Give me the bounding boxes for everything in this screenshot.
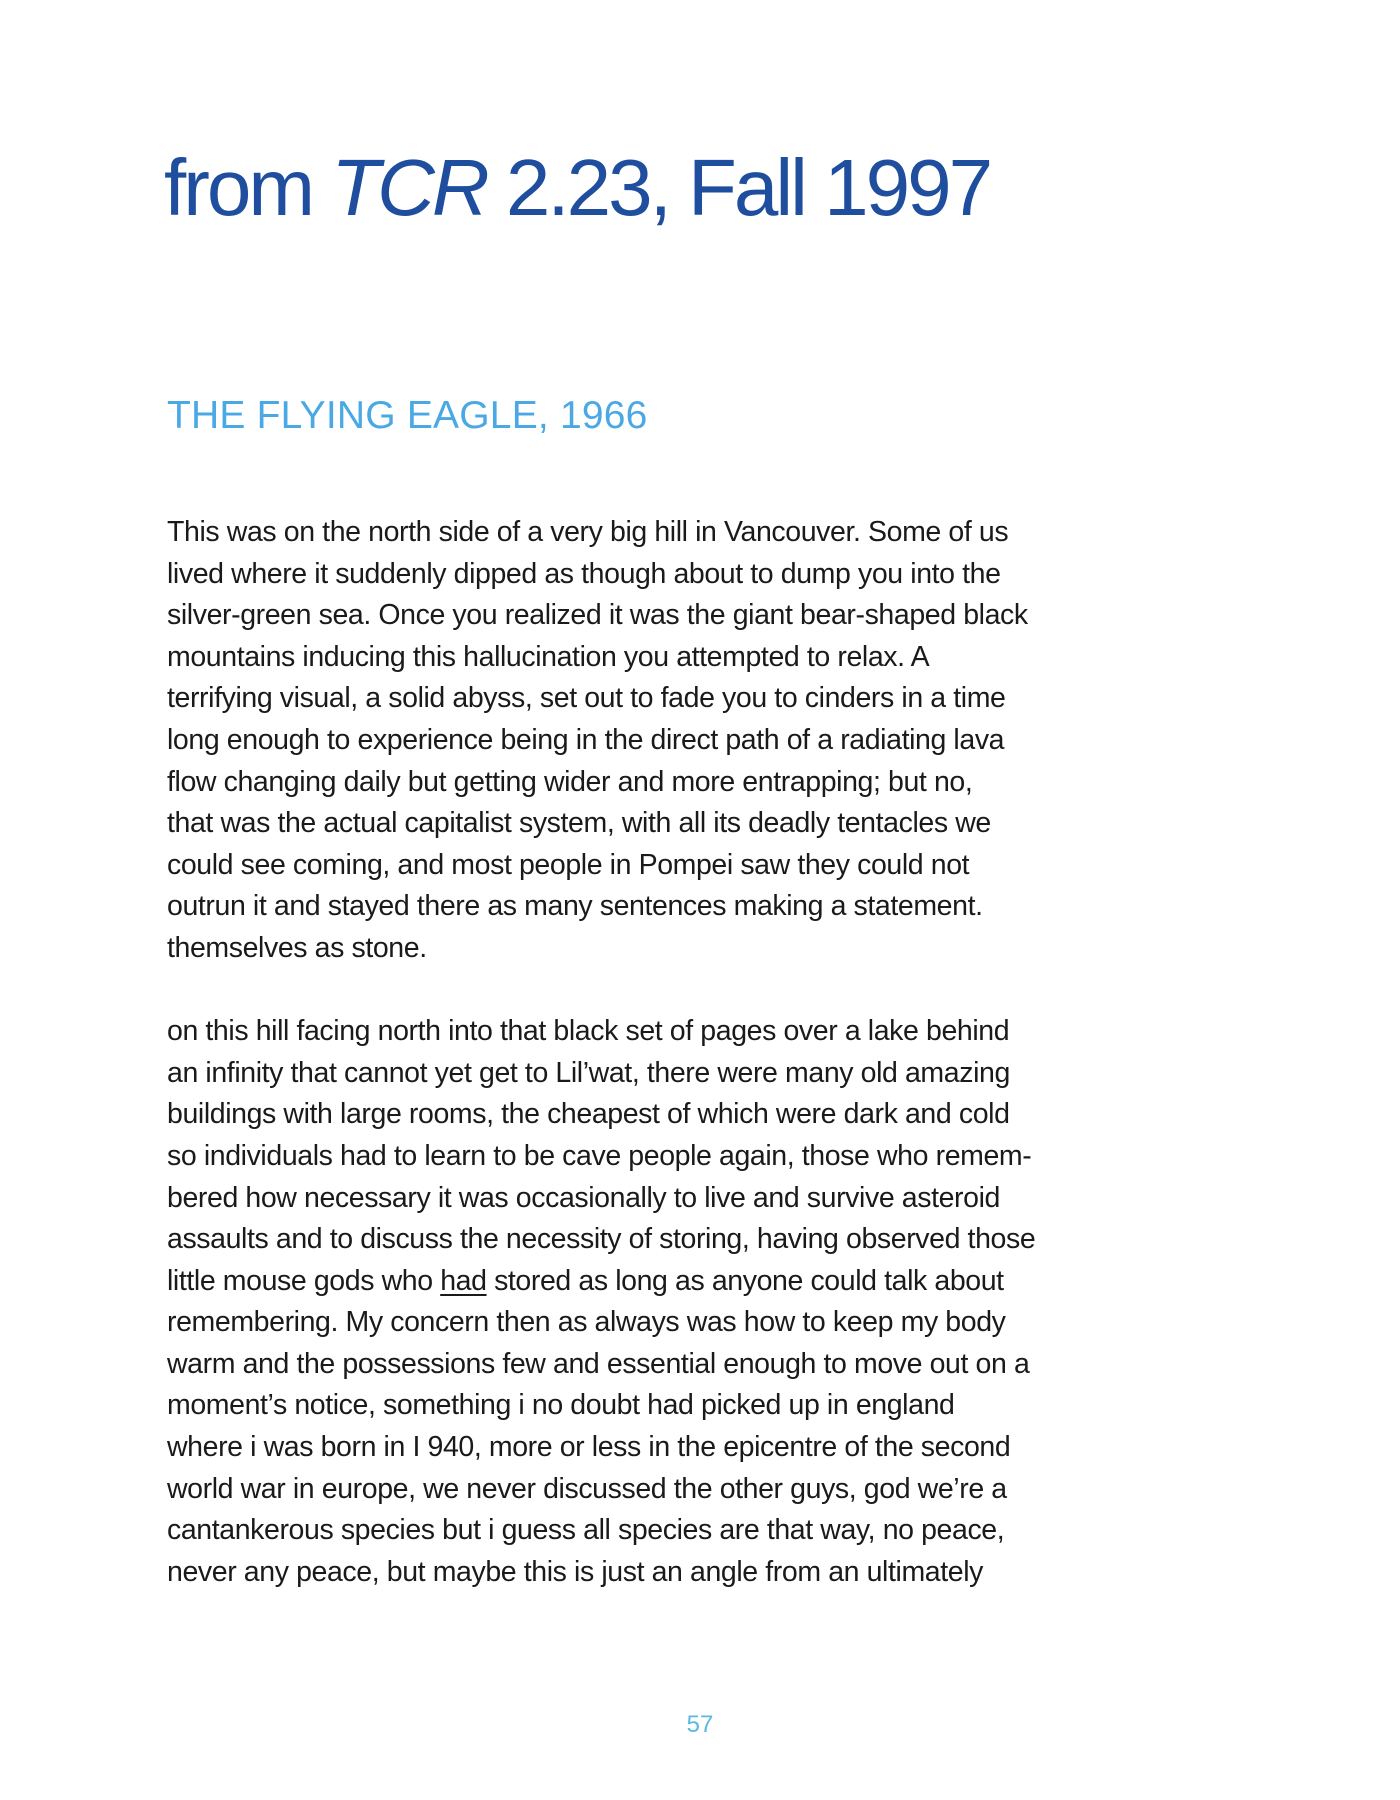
body-text xyxy=(167,512,1127,1593)
text-line-with-underline xyxy=(167,1261,1127,1303)
page-number: 57 xyxy=(686,1711,714,1738)
text-line: lived where it suddenly dipped as though about to dump you into the xyxy=(167,557,1001,590)
text-line: moment’s notice, something i no doubt had picked up in england xyxy=(167,1389,955,1422)
text-line: themselves as stone. xyxy=(167,931,427,964)
text-line: silver-green sea. Once you realized it was the giant bear-shaped black xyxy=(167,599,1028,632)
text-line: buildings with large rooms, the cheapest of which were dark and cold xyxy=(167,1098,1010,1131)
page-title-journal: TCR xyxy=(331,143,487,232)
text-fragment: little mouse gods who xyxy=(167,1264,441,1297)
page-title-prefix: from xyxy=(164,143,332,232)
text-line: cantankerous species but i guess all species are that way, no peace, xyxy=(167,1514,1005,1547)
text-line: mountains inducing this hallucination you attempted to relax. A xyxy=(167,640,930,673)
text-line: outrun it and stayed there as many sentences making a statement. xyxy=(167,890,983,923)
text-line: warm and the possessions few and essential enough to move out on a xyxy=(167,1347,1030,1380)
page-title xyxy=(164,143,991,232)
underlined-word: had xyxy=(440,1264,487,1297)
section-heading: THE FLYING EAGLE, 1966 xyxy=(167,394,648,437)
text-line: remembering. My concern then as always was how to keep my body xyxy=(167,1306,1006,1339)
page-title-issue: 2.23, Fall 1997 xyxy=(486,143,991,232)
text-line: on this hill facing north into that black set of pages over a lake behind xyxy=(167,1015,1010,1048)
text-line: This was on the north side of a very big hill in Vancouver. Some of us xyxy=(167,516,1009,548)
paragraph-2 xyxy=(167,1011,1127,1593)
text-line: flow changing daily but getting wider and more entrapping; but no, xyxy=(167,765,973,798)
text-line: long enough to experience being in the direct path of a radiating lava xyxy=(167,723,1005,756)
text-line: assaults and to discuss the necessity of storing, having observed those xyxy=(167,1223,1036,1256)
text-line: never any peace, but maybe this is just an angle from an ultimately xyxy=(167,1555,983,1588)
text-line: bered how necessary it was occasionally to live and survive asteroid xyxy=(167,1181,1000,1214)
paragraph-1 xyxy=(167,512,1127,970)
text-line: could see coming, and most people in Pompei saw they could not xyxy=(167,848,970,881)
text-fragment: stored as long as anyone could talk about xyxy=(486,1264,1004,1297)
text-line: so individuals had to learn to be cave people again, those who remem- xyxy=(167,1139,1032,1172)
text-line: where i was born in I 940, more or less in the epicentre of the second xyxy=(167,1431,1011,1464)
text-line: terrifying visual, a solid abyss, set out to fade you to cinders in a time xyxy=(167,682,1006,715)
text-line: an infinity that cannot yet get to Lil’wat, there were many old amazing xyxy=(167,1056,1010,1089)
text-line: that was the actual capitalist system, with all its deadly tentacles we xyxy=(167,807,991,840)
text-line: world war in europe, we never discussed the other guys, god we’re a xyxy=(167,1472,1007,1505)
